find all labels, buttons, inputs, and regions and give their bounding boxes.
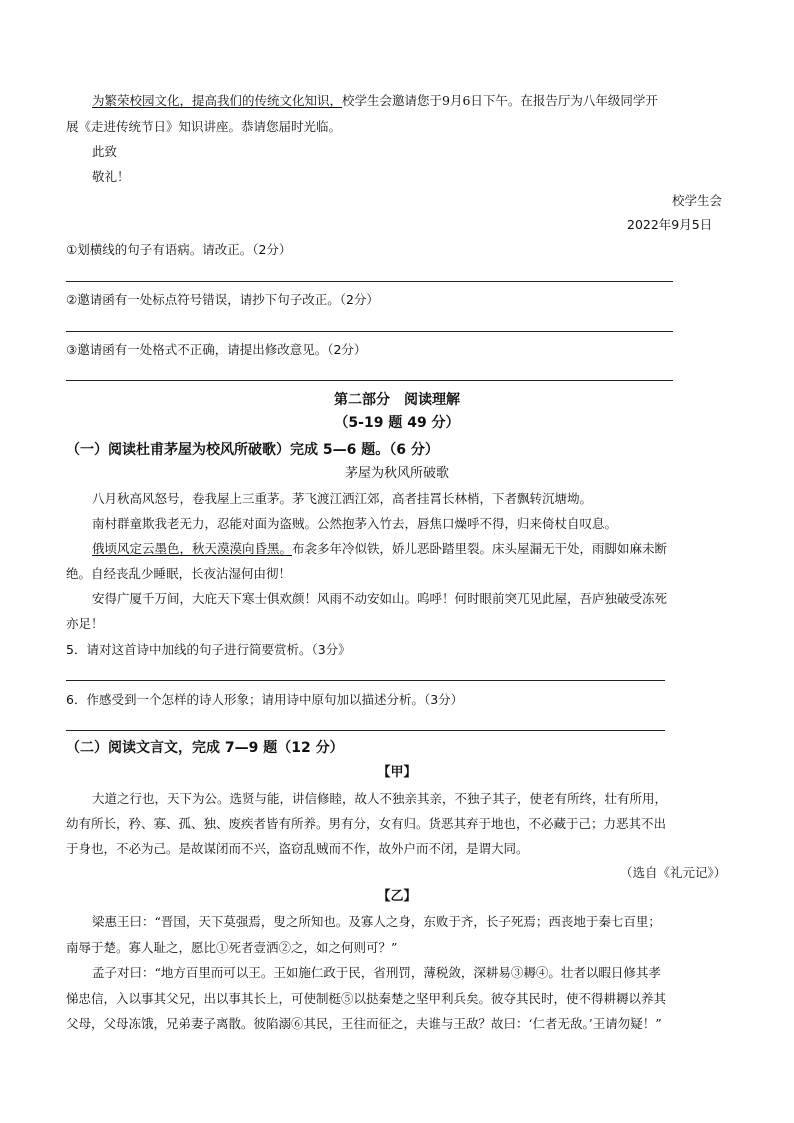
letter-date: 2022年9月5日 <box>627 217 713 232</box>
answer-line[interactable] <box>66 730 665 731</box>
poem-line: 俄顷风定云墨色，秋天漠漠向昏黑。布衾多年冷似铁，娇儿恶卧踏里裂。床头屋漏无干处，雨脚如麻未断 <box>92 541 668 556</box>
yi-text-line: 梁惠王曰：“晋国，天下莫强焉，叟之所知也。及寡人之身，东败于齐，长子死焉；西丧地于秦七百里； <box>92 914 661 929</box>
invitation-body-line1: 为繁荣校园文化，提高我们的传统文化知识，校学生会邀请您于9月6日下午。在报告厅为八年级同学开 <box>92 93 658 108</box>
invitation-body-line2: 展《走进传统节日》知识讲座。恭请您届时光临。 <box>66 119 342 134</box>
q6: 6．作感受到一个怎样的诗人形象；请用诗中原句加以描述分析。（3分） <box>66 692 464 707</box>
part2-title: 第二部分 阅读理解 <box>334 392 460 408</box>
answer-line[interactable] <box>66 331 673 332</box>
poem-line: 南村群童欺我老无力，忍能对面为盗贼。公然抱茅入竹去，唇焦口燥呼不得，归来倚杖自叹息。 <box>92 516 618 531</box>
part2-subtitle: （5-19 题 49 分） <box>334 415 460 431</box>
answer-line[interactable] <box>66 380 673 381</box>
poem-title: 茅屋为秋风所破歌 <box>344 466 449 481</box>
section1-heading: （一）阅读杜甫茅屋为校风所破歌）完成 5—6 题。（6 分） <box>66 442 439 458</box>
jia-label: 【甲】 <box>377 765 417 780</box>
signature: 校学生会 <box>672 193 723 208</box>
answer-line[interactable] <box>66 281 673 282</box>
yi-text-line: 悌忠信，入以事其父兄，出以事其长上，可使制梃⑤以挞秦楚之坚甲利兵矣。彼夺其民时，使不得耕耨以养其 <box>66 991 667 1006</box>
yi-text-line: 父母，父母冻饿，兄弟妻子离散。彼陷溺⑥其民，王往而征之，夫谁与王敌？故曰：‘仁者无敌。’王请勿疑！” <box>66 1016 662 1031</box>
q5: 5．请对这首诗中加线的句子进行简要赏析。（3分》 <box>66 642 351 657</box>
q4-item1: ①划横线的句子有语病。请改正。（2分） <box>66 242 292 257</box>
jia-text-line: 于身也，不必为己。是故谋闭而不兴，盗窃乱贼而不作，故外户而不闭，是谓大同。 <box>66 841 529 856</box>
poem-line: 安得广厦千万间，大庇天下寒士俱欢颜！风雨不动安如山。呜呼！何时眼前突兀见此屋，吾庐独破受冻死 <box>92 591 668 606</box>
jia-text-line: 幼有所长，矜、寡、孤、独、废疾者皆有所养。男有分，女有归。货恶其弃于地也，不必藏于己；力恶其不出 <box>66 816 667 831</box>
yi-label: 【乙】 <box>377 889 417 904</box>
q4-item2: ②邀请函有一处标点符号错误，请抄下句子改正。（2分） <box>66 292 379 307</box>
yi-text-line: 南辱于楚。寡人耻之，愿比①死者壹洒②之，如之何则可？” <box>66 940 398 955</box>
answer-line[interactable] <box>66 680 665 681</box>
poem-line: 亦足！ <box>66 616 104 631</box>
underlined-sentence: 为繁荣校园文化，提高我们的传统文化知识， <box>92 93 343 108</box>
closing-jingli: 敬礼！ <box>92 169 130 184</box>
closing-ciz: 此致 <box>92 144 118 159</box>
jia-source: （选自《礼元记》） <box>620 865 727 880</box>
yi-text-line: 孟子对曰：“地方百里而可以王。王如施仁政于民，省刑罚，薄税敛，深耕易③耨④。壮者以暇日修其孝 <box>92 965 661 980</box>
underlined-poem-sentence: 俄顷风定云墨色，秋天漠漠向昏黑。 <box>92 541 293 556</box>
poem-line: 八月秋高风怒号，卷我屋上三重茅。茅飞渡江洒江郊，高者挂罥长林梢，下者飘转沉塘坳。 <box>92 491 593 506</box>
poem-line: 绝。自经丧乱少睡眠，长夜沾湿何由彻！ <box>66 566 292 581</box>
jia-text-line: 大道之行也，天下为公。选贤与能，讲信修睦，故人不独亲其亲，不独子其子，使老有所终，壮有所用， <box>92 791 668 806</box>
q4-item3: ③邀请函有一处格式不正确，请提出修改意见。（2分） <box>66 342 367 357</box>
section2-heading: （二）阅读文言文，完成 7—9 题（12 分） <box>66 740 344 756</box>
